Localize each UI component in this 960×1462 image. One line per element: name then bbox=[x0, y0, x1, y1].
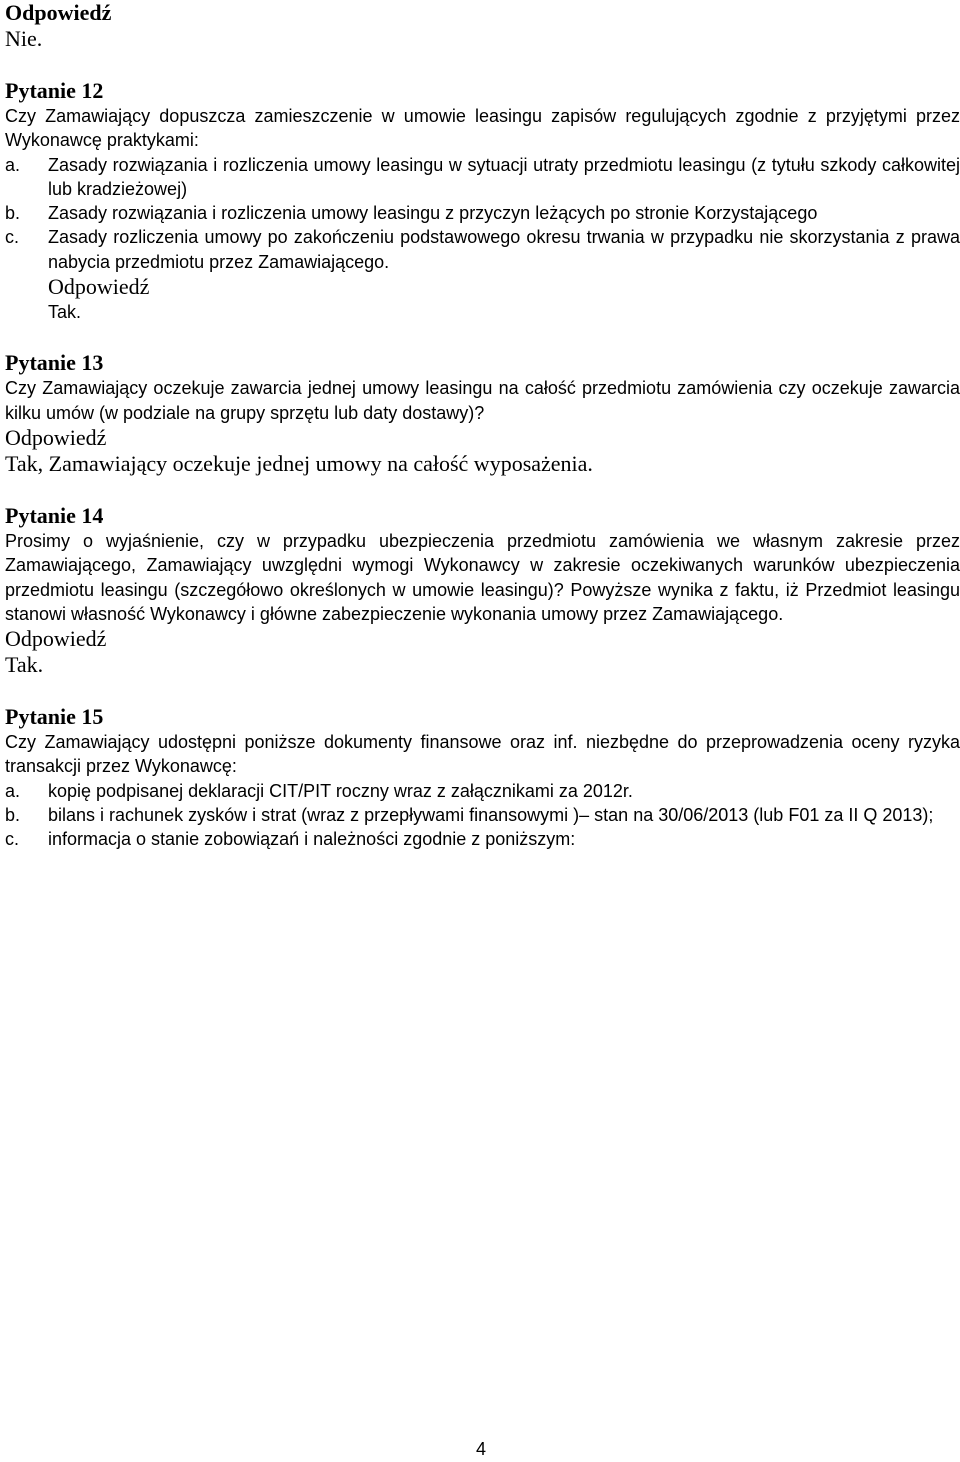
answer-text: Tak. bbox=[48, 302, 82, 323]
list-item bbox=[5, 803, 960, 827]
question-intro: Czy Zamawiający udostępni poniższe dokumenty finansowe oraz inf. niezbędne do przeprowadzenia oceny ryzyka transakcji przez Wykonawcę: bbox=[5, 732, 960, 777]
spacer bbox=[5, 52, 960, 78]
question-intro: Czy Zamawiający dopuszcza zamieszczenie w umowie leasingu zapisów regulujących zgodnie z przyjętymi przez Wykonawcę praktykami: bbox=[5, 106, 960, 151]
list-item bbox=[5, 201, 960, 225]
answer-heading: Odpowiedź bbox=[48, 274, 150, 300]
question-text: Prosimy o wyjaśnienie, czy w przypadku ubezpieczenia przedmiotu zamówienia we własnym zakresie przez Zamawiającego, Zamawiający uwzględni wymogi Wykonawcy w zakresie oczekiwanych warunków ubezpieczenia przedmiotu leasingu (szczegółowo określonych w umowie leasingu)? Powyższe wynika z faktu, iż Przedmiot leasingu stanowi własność Wykonawcy i główne zabezpieczenie wykonania umowy przez Zamawiającego. bbox=[5, 530, 960, 624]
list-item-text: informacja o stanie zobowiązań i należności zgodnie z poniższym: bbox=[48, 829, 576, 850]
question-15 bbox=[5, 704, 960, 851]
list-marker: c. bbox=[5, 227, 20, 248]
list-item bbox=[5, 225, 960, 274]
list-item-text: bilans i rachunek zysków i strat (wraz z przepływami finansowymi )– stan na 30/06/2013 (lub F01 za II Q 2013); bbox=[48, 805, 934, 826]
list-marker: c. bbox=[5, 829, 20, 850]
spacer bbox=[5, 678, 960, 704]
list-marker: a. bbox=[5, 780, 21, 801]
answer-heading: Odpowiedź bbox=[5, 424, 107, 450]
document-page bbox=[5, 0, 960, 852]
list-marker: b. bbox=[5, 805, 21, 826]
list-item bbox=[5, 779, 960, 803]
list-item-text: Zasady rozwiązania i rozliczenia umowy leasingu z przyczyn leżących po stronie Korzystającego bbox=[48, 203, 818, 224]
question-title: Pytanie 13 bbox=[5, 350, 104, 376]
list-marker: b. bbox=[5, 203, 21, 224]
spacer bbox=[5, 324, 960, 350]
question-items bbox=[5, 153, 960, 274]
question-items bbox=[5, 779, 960, 852]
question-text: Czy Zamawiający oczekuje zawarcia jednej umowy leasingu na całość przedmiotu zamówienia czy oczekuje zawarcia kilku umów (w podziale na grupy sprzętu lub daty dostawy)? bbox=[5, 378, 960, 423]
question-14 bbox=[5, 503, 960, 678]
list-item-text: kopię podpisanej deklaracji CIT/PIT roczny wraz z załącznikami za 2012r. bbox=[48, 780, 633, 801]
question-title: Pytanie 15 bbox=[5, 704, 104, 730]
question-13 bbox=[5, 350, 960, 477]
answer-heading: Odpowiedź bbox=[5, 626, 107, 652]
question-title: Pytanie 14 bbox=[5, 502, 104, 528]
question-title: Pytanie 12 bbox=[5, 78, 104, 103]
question-12 bbox=[5, 78, 960, 324]
answer-heading: Odpowiedź bbox=[5, 0, 112, 25]
list-marker: a. bbox=[5, 154, 21, 175]
list-item-text: Zasady rozliczenia umowy po zakończeniu podstawowego okresu trwania w przypadku nie skorzystania z prawa nabycia przedmiotu przez Zamawiającego. bbox=[48, 227, 960, 272]
answer-text: Tak, Zamawiający oczekuje jednej umowy na całość wyposażenia. bbox=[5, 450, 593, 476]
spacer bbox=[5, 477, 960, 503]
list-item-text: Zasady rozwiązania i rozliczenia umowy leasingu w sytuacji utraty przedmiotu leasingu (z tytułu szkody całkowitej lub kradzieżowej) bbox=[48, 154, 960, 199]
list-item bbox=[5, 153, 960, 202]
page-number: 4 bbox=[476, 1439, 487, 1459]
answer-text: Tak. bbox=[5, 652, 44, 678]
list-item bbox=[5, 827, 960, 851]
answer-text: Nie. bbox=[5, 26, 43, 51]
answer-section-11 bbox=[5, 0, 960, 52]
